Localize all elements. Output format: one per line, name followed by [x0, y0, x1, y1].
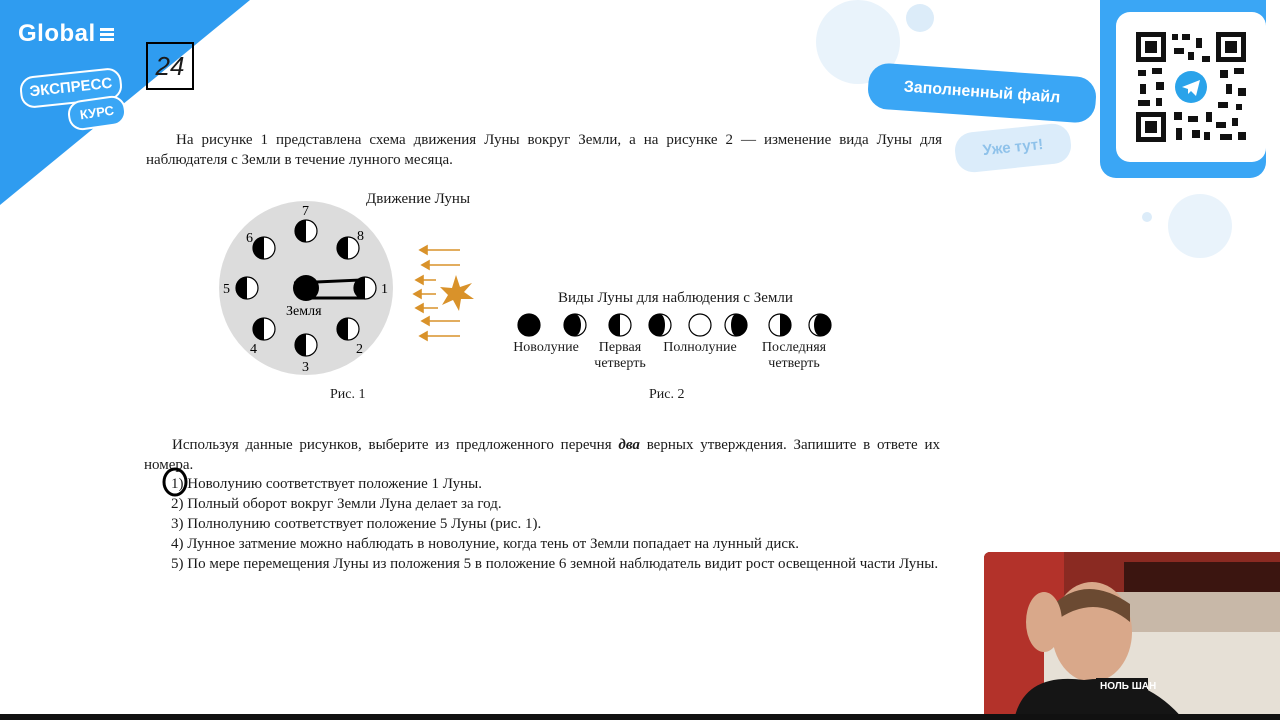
- question-text-after: верных утверждения. Запишите в ответе их номера.: [144, 437, 940, 473]
- figure1-title: Движение Луны: [366, 191, 471, 207]
- moon-position-4: [253, 318, 275, 340]
- phase-label-first-quarter: Первая четверть: [594, 340, 646, 371]
- figure2-caption: Рис. 2: [649, 387, 685, 402]
- moon-position-2: [337, 318, 359, 340]
- qr-code-icon: [1116, 12, 1266, 162]
- phase-first-quarter: [609, 314, 631, 336]
- already-here-badge: Уже тут!: [953, 122, 1073, 174]
- moon-position-8: [337, 237, 359, 259]
- phase-label-last-quarter: Последняя четверть: [761, 340, 827, 371]
- webcam-overlay: [984, 552, 1280, 720]
- qr-code-panel[interactable]: [1116, 12, 1266, 162]
- phase-waxing-crescent: [564, 314, 586, 336]
- task-number-badge: 24: [146, 42, 194, 90]
- figure1-caption: Рис. 1: [330, 387, 366, 402]
- position-label-5: 5: [223, 282, 230, 297]
- position-label-2: 2: [356, 342, 363, 357]
- phase-waning-gibbous: [725, 314, 747, 336]
- question-paragraph: [144, 435, 940, 475]
- phase-waning-crescent: [809, 314, 831, 336]
- logo-bars-icon: [100, 26, 114, 43]
- question-text-before: Используя данные рисунков, выберите из предложенного перечня: [172, 437, 612, 453]
- shirt-print: НОЛЬ ШАН: [1100, 681, 1157, 692]
- course-badge: КУРС: [66, 94, 128, 132]
- moon-position-6: [253, 237, 275, 259]
- position-label-8: 8: [357, 229, 364, 244]
- intro-paragraph: На рисунке 1 представлена схема движения Луны вокруг Земли, а на рисунке 2 — изменение вида Луны для наблюдателя с Земли в течение лунного месяца.: [146, 132, 942, 168]
- express-badge: ЭКСПРЕСС: [19, 67, 124, 109]
- answer-option-3: 3) Полнолунию соответствует положение 5 Луны (рис. 1).: [171, 516, 542, 532]
- moon-position-5: [236, 277, 258, 299]
- phase-new-moon: [518, 314, 540, 336]
- decor-bubble: [1142, 212, 1152, 222]
- answer-option-4: 4) Лунное затмение можно наблюдать в новолуние, когда тень от Земли попадает на лунный диск.: [171, 536, 800, 552]
- moon-position-7: [295, 220, 317, 242]
- position-label-7: 7: [302, 204, 309, 219]
- figure2-phases-row: [510, 310, 840, 340]
- handwritten-circle-mark: [160, 466, 190, 498]
- earth-label: Земля: [286, 304, 322, 319]
- figure1-orbit-diagram: [210, 198, 490, 378]
- decor-bubble: [906, 4, 934, 32]
- decor-bubble: [1168, 194, 1232, 258]
- answer-option-1: 1) Новолунию соответствует положение 1 Луны.: [171, 476, 482, 492]
- phase-waxing-gibbous: [649, 314, 671, 336]
- player-bottom-bar: [0, 714, 1280, 720]
- phase-label-new-moon: Новолуние: [513, 340, 579, 355]
- phase-full-moon: [689, 314, 711, 336]
- position-label-1: 1: [381, 282, 388, 297]
- phase-label-full-moon: Полнолуние: [663, 340, 737, 355]
- question-emphasis: два: [618, 437, 640, 453]
- position-label-6: 6: [246, 231, 253, 246]
- position-label-4: 4: [250, 342, 257, 357]
- filled-file-banner: Заполненный файл: [867, 62, 1098, 124]
- answer-option-2: 2) Полный оборот вокруг Земли Луна делает за год.: [171, 496, 502, 512]
- presenter-video: [984, 552, 1280, 720]
- sun-icon: [440, 275, 474, 311]
- figure2-title: Виды Луны для наблюдения с Земли: [558, 290, 793, 306]
- answer-option-5: 5) По мере перемещения Луны из положения 5 в положение 6 земной наблюдатель видит рост освещенной части Луны.: [171, 556, 939, 572]
- position-label-3: 3: [302, 360, 309, 375]
- moon-position-3: [295, 334, 317, 356]
- logo-text: Global: [18, 20, 96, 47]
- global-logo: [18, 20, 114, 48]
- phase-last-quarter: [769, 314, 791, 336]
